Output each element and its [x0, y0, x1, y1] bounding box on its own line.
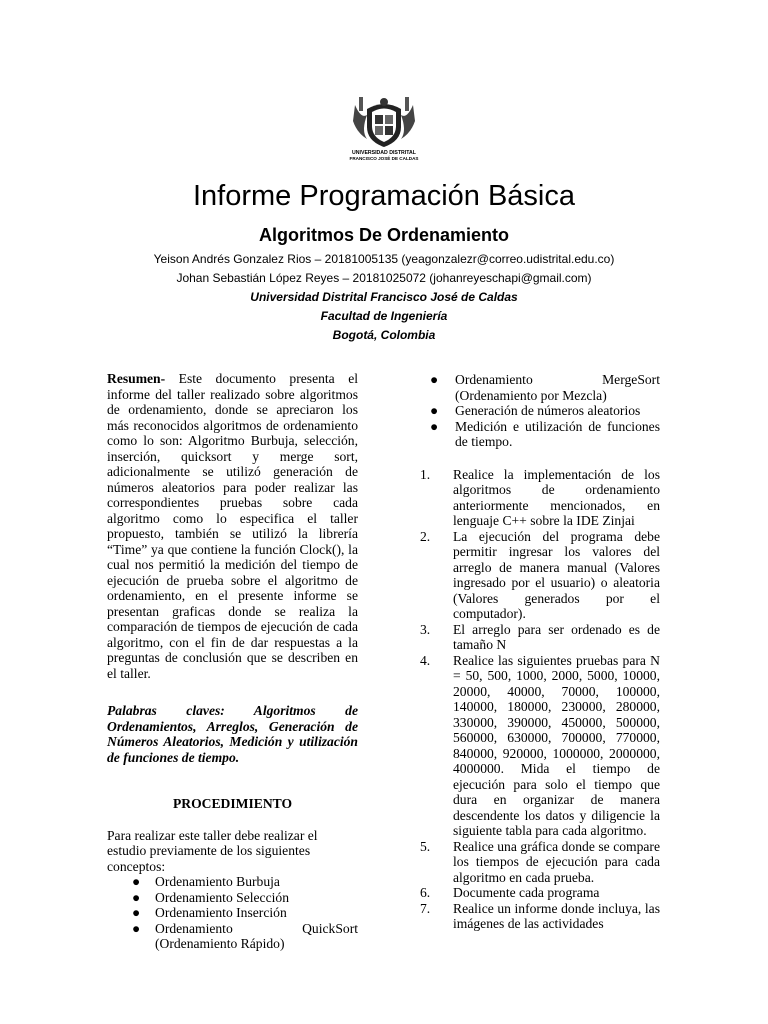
bullet-icon: ●	[132, 889, 141, 905]
left-column	[107, 371, 358, 952]
step-item: 3. El arreglo para ser ordenado es de tamaño N	[420, 621, 660, 652]
abstract-text: Este documento presenta el informe del taller realizado sobre algoritmos de ordenamiento, donde se apreciaron los más reconocidos algoritmos de ordenamiento como lo son: Algoritmo Burbuja, selección, inserción, quicksort y merge sort, adicionalmente se utilizó generación de números aleatorios para poder realizar las correspondientes pruebas sobre cada algoritmo como lo especifica el taller propuesto, también se utilizó la librería “Time” ya que contiene la función Clock(), la cual nos permitió la medición del tiempo de ejecución de prueba sobre el algoritmo de ordenamiento, en el presente informe se presentan graficas donde se realiza la comparación de tiempos de ejecución de cada algoritmo, con el fin de dar respuestas a la preguntas de conclusión que se describen en el taller.	[107, 371, 358, 681]
university-logo	[345, 95, 423, 163]
list-item: ● Ordenamiento Burbuja	[132, 874, 280, 889]
step-item: 2. La ejecución del programa debe permitir ingresar los valores del arreglo de manera manual (Valores ingresado por el usuario) o aleatoria (Valores generados por el computador).	[420, 528, 660, 621]
affiliation-faculty: Facultad de Ingeniería	[320, 309, 448, 323]
procedure-intro: Para realizar este taller debe realizar el estudio previamente de los siguientes conceptos:	[107, 827, 318, 874]
logo-text-line-2: FRANCISCO JOSÉ DE CALDAS	[349, 156, 419, 161]
bullet-icon: ●	[132, 920, 141, 936]
concepts-list-continued	[420, 372, 660, 450]
author-line-1: Yeison Andrés Gonzalez Rios – 20181005135 (yeagonzalezr@correo.udistrital.edu.co)	[153, 252, 615, 266]
document-title: Informe Programación Básica	[193, 180, 575, 212]
step-item: 4. Realice las siguientes pruebas para N = 50, 500, 1000, 2000, 5000, 10000, 20000, 40000, 70000, 100000, 140000, 180000, 230000, 280000, 330000, 390000, 450000, 500000, 560000, 630000, 700000, 770000, 840000, 920000, 1000000, 2000000, 4000000. Mida el tiempo de ejecución para solo el tiempo que dura en organizar de manera descendente los datos y diligencie la siguiente tabla para cada algoritmo.	[420, 652, 660, 838]
list-item: ● Ordenamiento MergeSort (Ordenamiento por Mezcla)	[430, 372, 660, 403]
abstract-label: Resumen-	[107, 371, 166, 386]
bullet-icon: ●	[430, 403, 439, 418]
step-item: 7. Realice un informe donde incluya, las imágenes de las actividades	[420, 900, 660, 931]
author-line-2: Johan Sebastián López Reyes – 20181025072 (johanreyeschapi@gmail.com)	[176, 271, 592, 285]
document-subtitle: Algoritmos De Ordenamiento	[258, 225, 510, 245]
keywords: Palabras claves: Algoritmos de Ordenamientos, Arreglos, Generación de Números Aleatorios, Medición y utilización de funciones de tiempo.	[107, 703, 358, 765]
steps-list	[420, 467, 660, 932]
procedure-heading: PROCEDIMIENTO	[172, 796, 293, 811]
affiliation-city: Bogotá, Colombia	[332, 328, 436, 342]
step-item: 6. Documente cada programa	[420, 885, 600, 900]
list-item: ● Ordenamiento Selección	[132, 889, 289, 905]
logo-text-line-1: UNIVERSIDAD DISTRITAL	[352, 150, 416, 156]
bullet-icon: ●	[132, 874, 141, 889]
right-column	[420, 372, 660, 932]
list-item: ● Medición e utilización de funciones de tiempo.	[430, 418, 660, 449]
bullet-icon: ●	[132, 905, 141, 920]
abstract	[107, 371, 358, 681]
list-item: ● Ordenamiento QuickSort (Ordenamiento Rápido)	[132, 920, 358, 951]
bullet-icon: ●	[430, 418, 439, 434]
affiliation-university: Universidad Distrital Francisco José de Caldas	[250, 290, 518, 304]
step-item: 5. Realice una gráfica donde se compare los tiempos de ejecución para cada algoritmo en cada prueba.	[420, 838, 660, 885]
bullet-icon: ●	[430, 372, 439, 387]
list-item: ● Generación de números aleatorios	[430, 403, 641, 418]
list-item: ● Ordenamiento Inserción	[132, 905, 287, 920]
concepts-list	[107, 874, 358, 952]
step-item: 1. Realice la implementación de los algoritmos de ordenamiento anteriormente mencionados, en lenguaje C++ sobre la IDE Zinjai	[420, 466, 660, 528]
